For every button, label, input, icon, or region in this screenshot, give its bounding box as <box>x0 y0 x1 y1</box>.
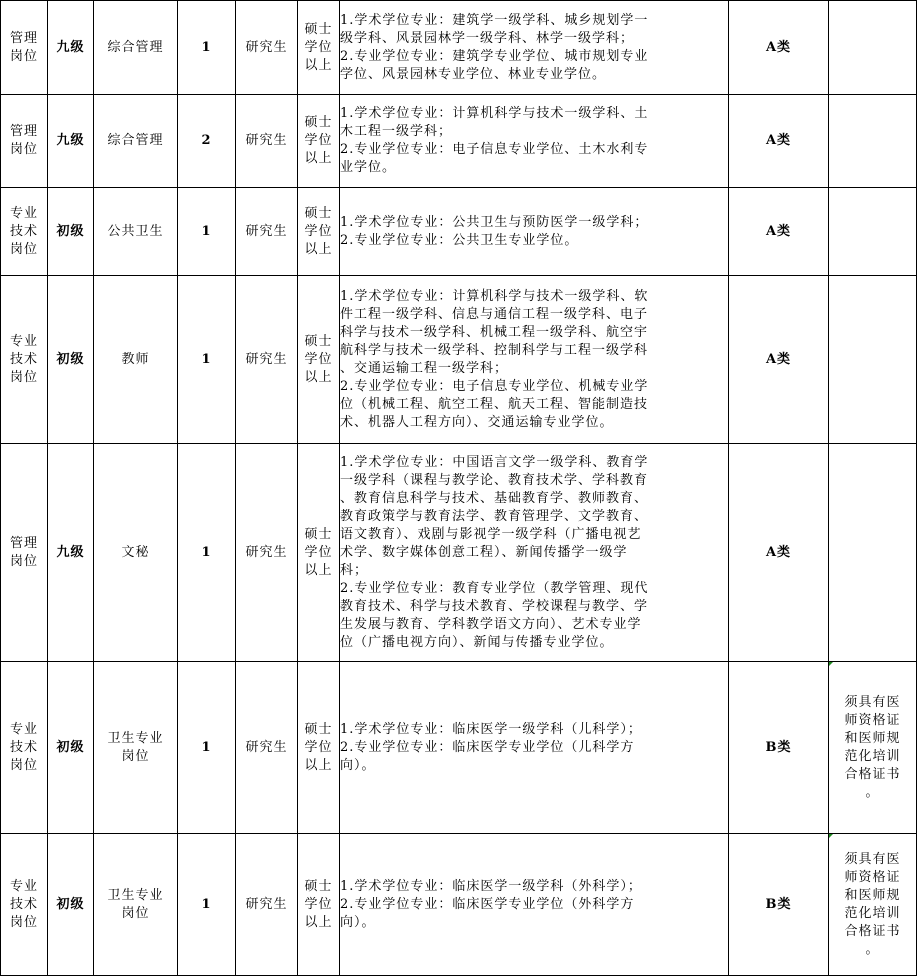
note-cell <box>829 662 917 834</box>
category-cell <box>1 188 48 276</box>
category-line: 岗位 <box>9 757 38 773</box>
specialty-line: 2.专业学位专业：临床医学专业学位（外科学方 <box>340 896 635 912</box>
education-line: 硕士 <box>304 721 333 737</box>
count-cell: 1 <box>178 662 236 834</box>
position-line: 文秘 <box>121 544 150 560</box>
category-line: 岗位 <box>9 369 38 385</box>
position-line: 综合管理 <box>107 39 164 55</box>
specialty-cell <box>340 188 729 276</box>
category-line: 专业 <box>9 878 38 894</box>
position-line: 岗位 <box>121 748 150 764</box>
table-row <box>1 1 917 95</box>
position-cell <box>94 662 178 834</box>
table-row <box>1 276 917 444</box>
grade-cell: 九级 <box>48 1 94 95</box>
specialty-line: 1.学术学位专业：公共卫生与预防医学一级学科； <box>340 214 649 230</box>
category-cell <box>1 834 48 976</box>
note-cell <box>829 188 917 276</box>
position-cell <box>94 95 178 188</box>
exam-class-cell: A类 <box>729 1 829 95</box>
specialty-cell <box>340 1 729 95</box>
position-line: 岗位 <box>121 905 150 921</box>
education-cell <box>298 95 340 188</box>
table-body <box>1 1 917 976</box>
degree-cell: 研究生 <box>236 444 298 662</box>
category-line: 专业 <box>9 721 38 737</box>
education-cell <box>298 662 340 834</box>
note-cell <box>829 444 917 662</box>
category-line: 岗位 <box>9 914 38 930</box>
table-row <box>1 444 917 662</box>
count-cell: 1 <box>178 1 236 95</box>
education-line: 学位 <box>304 39 333 55</box>
category-line: 专业 <box>9 333 38 349</box>
education-line: 硕士 <box>304 333 333 349</box>
degree-cell: 研究生 <box>236 188 298 276</box>
note-line: 师资格证 <box>844 869 901 885</box>
specialty-line: 向）。 <box>340 914 376 930</box>
position-line: 公共卫生 <box>107 223 164 239</box>
category-line: 技术 <box>9 223 38 239</box>
note-line: 和医师规 <box>844 887 901 903</box>
degree-cell: 研究生 <box>236 276 298 444</box>
education-line: 硕士 <box>304 115 333 130</box>
specialty-line: 生发展与教育、学科教学语文方向）、艺术专业学 <box>340 616 642 632</box>
note-line: 师资格证 <box>844 712 901 728</box>
specialty-cell <box>340 662 729 834</box>
exam-class-cell: A类 <box>729 95 829 188</box>
position-cell <box>94 444 178 662</box>
table-row <box>1 188 917 276</box>
count-cell: 1 <box>178 834 236 976</box>
category-line: 管理 <box>9 30 38 46</box>
specialty-line: 航科学与技术一级学科、控制科学与工程一级学科 <box>340 342 649 358</box>
count-cell: 1 <box>178 276 236 444</box>
specialty-line: 学位、风景园林专业学位、林业专业学位。 <box>340 66 607 82</box>
education-line: 硕士 <box>304 878 333 894</box>
count-cell: 2 <box>178 95 236 188</box>
degree-cell: 研究生 <box>236 1 298 95</box>
education-line: 以上 <box>304 914 333 930</box>
specialty-line: 一级学科（课程与教学论、教育技术学、学科教育 <box>340 472 649 488</box>
note-cell <box>829 834 917 976</box>
note-line: 范化培训 <box>844 905 901 921</box>
table-row <box>1 662 917 834</box>
exam-class-cell: A类 <box>729 188 829 276</box>
category-line: 技术 <box>9 896 38 912</box>
degree-cell: 研究生 <box>236 834 298 976</box>
specialty-line: 教育技术、科学与技术教育、学校课程与教学、学 <box>340 598 649 614</box>
category-line: 管理 <box>9 535 38 551</box>
category-cell <box>1 95 48 188</box>
note-line: 合格证书 <box>844 766 901 782</box>
position-cell <box>94 834 178 976</box>
specialty-cell <box>340 444 729 662</box>
specialty-line: 1.学术学位专业：临床医学一级学科（外科学）； <box>340 878 642 894</box>
category-line: 技术 <box>9 351 38 367</box>
exam-class-cell: B类 <box>729 834 829 976</box>
category-line: 岗位 <box>9 553 38 569</box>
specialty-line: 1.学术学位专业：中国语言文学一级学科、教育学 <box>340 454 649 470</box>
education-line: 以上 <box>304 241 333 257</box>
education-line: 学位 <box>304 133 333 148</box>
specialty-line: 向）。 <box>340 757 376 773</box>
table-row <box>1 95 917 188</box>
category-cell <box>1 444 48 662</box>
category-cell <box>1 1 48 95</box>
specialty-line: 2.专业学位专业：教育专业学位（教学管理、现代 <box>340 580 649 596</box>
education-line: 以上 <box>304 369 333 385</box>
education-line: 学位 <box>304 544 333 560</box>
category-line: 专业 <box>9 205 38 221</box>
position-line: 卫生专业 <box>107 887 164 903</box>
position-cell <box>94 188 178 276</box>
specialty-line: 木工程一级学科； <box>340 124 453 139</box>
specialty-line: 级学科、风景园林学一级学科、林学一级学科； <box>340 30 635 46</box>
specialty-line: 、交通运输工程一级学科； <box>340 360 509 376</box>
education-line: 学位 <box>304 223 333 239</box>
specialty-line: 位（广播电视方向）、新闻与传播专业学位。 <box>340 634 614 650</box>
grade-cell: 初级 <box>48 834 94 976</box>
note-line: 。 <box>865 784 880 800</box>
exam-class-cell: A类 <box>729 276 829 444</box>
specialty-line: 科学与技术一级学科、机械工程一级学科、航空宇 <box>340 324 649 340</box>
education-cell <box>298 188 340 276</box>
specialty-line: 2.专业学位专业：公共卫生专业学位。 <box>340 232 579 248</box>
grade-cell: 初级 <box>48 188 94 276</box>
note-cell <box>829 276 917 444</box>
note-line: 须具有医 <box>844 694 901 710</box>
category-cell <box>1 276 48 444</box>
count-cell: 1 <box>178 188 236 276</box>
education-line: 学位 <box>304 739 333 755</box>
grade-cell: 初级 <box>48 662 94 834</box>
education-line: 硕士 <box>304 205 333 221</box>
degree-cell: 研究生 <box>236 662 298 834</box>
education-cell <box>298 834 340 976</box>
note-line: 须具有医 <box>844 851 901 867</box>
specialty-line: 2.专业学位专业：建筑学专业学位、城市规划专业 <box>340 48 649 64</box>
grade-cell: 初级 <box>48 276 94 444</box>
category-line: 岗位 <box>9 241 38 257</box>
grade-cell: 九级 <box>48 95 94 188</box>
education-line: 以上 <box>304 757 333 773</box>
table-row <box>1 834 917 976</box>
note-cell <box>829 1 917 95</box>
education-cell <box>298 276 340 444</box>
specialty-cell <box>340 276 729 444</box>
education-line: 硕士 <box>304 526 333 542</box>
specialty-line: 语文教育）、戏剧与影视学一级学科（广播电视艺 <box>340 526 642 542</box>
category-line: 技术 <box>9 739 38 755</box>
note-line: 合格证书 <box>844 923 901 939</box>
category-line: 岗位 <box>9 142 38 157</box>
specialty-line: 1.学术学位专业：计算机科学与技术一级学科、土 <box>340 106 649 121</box>
specialty-line: 位（机械工程、航空工程、航天工程、智能制造技 <box>340 396 649 412</box>
note-cell <box>829 95 917 188</box>
comment-marker-icon <box>829 662 833 666</box>
specialty-line: 2.专业学位专业：临床医学专业学位（儿科学方 <box>340 739 635 755</box>
comment-marker-icon <box>829 834 833 838</box>
education-line: 以上 <box>304 562 333 578</box>
position-line: 综合管理 <box>107 133 164 148</box>
degree-cell: 研究生 <box>236 95 298 188</box>
specialty-line: 2.专业学位专业：电子信息专业学位、土木水利专 <box>340 142 649 157</box>
specialty-line: 1.学术学位专业：建筑学一级学科、城乡规划学一 <box>340 12 649 28</box>
exam-class-cell: B类 <box>729 662 829 834</box>
note-line: 范化培训 <box>844 748 901 764</box>
specialty-cell <box>340 95 729 188</box>
education-cell <box>298 444 340 662</box>
exam-class-cell: A类 <box>729 444 829 662</box>
specialty-line: 术学、数字媒体创意工程）、新闻传播学一级学 <box>340 544 628 560</box>
specialty-line: 1.学术学位专业：临床医学一级学科（儿科学）； <box>340 721 642 737</box>
education-line: 以上 <box>304 151 333 166</box>
education-line: 学位 <box>304 351 333 367</box>
category-line: 岗位 <box>9 48 38 64</box>
position-line: 教师 <box>121 351 150 367</box>
specialty-line: 业学位。 <box>340 160 397 175</box>
position-cell <box>94 276 178 444</box>
education-line: 学位 <box>304 896 333 912</box>
education-cell <box>298 1 340 95</box>
note-line: 。 <box>865 941 880 957</box>
specialty-line: 件工程一级学科、信息与通信工程一级学科、电子 <box>340 306 649 322</box>
grade-cell: 九级 <box>48 444 94 662</box>
specialty-line: 1.学术学位专业：计算机科学与技术一级学科、软 <box>340 288 649 304</box>
education-line: 硕士 <box>304 21 333 37</box>
specialty-line: 、教育信息科学与技术、基础教育学、教师教育、 <box>340 490 649 506</box>
note-line: 和医师规 <box>844 730 901 746</box>
category-cell <box>1 662 48 834</box>
specialty-line: 术、机器人工程方向）、交通运输专业学位。 <box>340 414 614 430</box>
specialty-line: 教育政策学与教育法学、教育管理学、文学教育、 <box>340 508 649 524</box>
specialty-line: 科； <box>340 562 369 578</box>
specialty-line: 2.专业学位专业：电子信息专业学位、机械专业学 <box>340 378 649 394</box>
education-line: 以上 <box>304 57 333 73</box>
category-line: 管理 <box>9 124 38 139</box>
position-cell <box>94 1 178 95</box>
specialty-cell <box>340 834 729 976</box>
position-line: 卫生专业 <box>107 730 164 746</box>
count-cell: 1 <box>178 444 236 662</box>
